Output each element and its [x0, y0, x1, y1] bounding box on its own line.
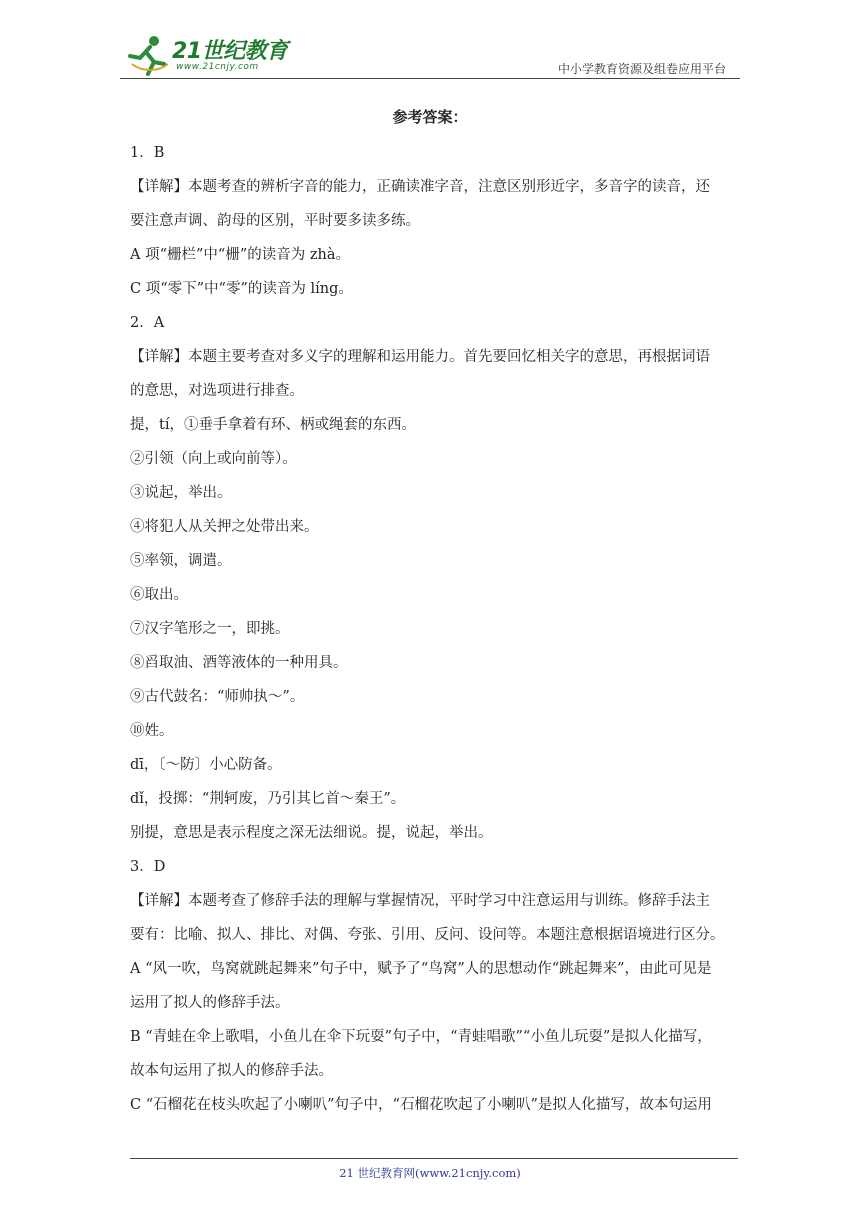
text-line: ⑦汉字笔形之一，即挑。	[130, 621, 290, 637]
text-line: C “石榴花在枝头吹起了小喇叭”句子中，“石榴花吹起了小喇叭”是拟人化描写，故本句运用	[130, 1097, 712, 1113]
text-line: 3．D	[130, 859, 166, 875]
text-line: 要注意声调、韵母的区别，平时要多读多练。	[130, 213, 420, 229]
text-line: B “青蛙在伞上歌唱，小鱼儿在伞下玩耍”句子中，“青蛙唱歌”“小鱼儿玩耍”是拟人化描写，	[130, 1029, 712, 1045]
text-line: dǐ，投掷：“荆轲废，乃引其匕首～秦王”。	[130, 791, 406, 807]
text-line: ⑨古代鼓名：“师帅执～”。	[130, 689, 305, 705]
text-line: 的意思，对选项进行排查。	[130, 383, 304, 399]
text-line: 别提，意思是表示程度之深无法细说。提，说起，举出。	[130, 825, 493, 841]
text-line: 【详解】本题考查了修辞手法的理解与掌握情况，平时学习中注意运用与训练。修辞手法主	[130, 893, 710, 909]
page-title: 参考答案：	[392, 108, 468, 126]
text-line: 提，tí，①垂手拿着有环、柄或绳套的东西。	[130, 417, 416, 433]
logo-url: www.21cnjy.com	[176, 62, 259, 72]
text-line: ⑩姓。	[130, 723, 174, 739]
text-line: ⑤率领，调遣。	[130, 553, 232, 569]
text-line: 【详解】本题主要考查对多义字的理解和运用能力。首先要回忆相关字的意思，再根据词语	[130, 349, 710, 365]
text-line: ④将犯人从关押之处带出来。	[130, 519, 319, 535]
page-header	[120, 28, 740, 80]
text-line: C 项“零下”中“零”的读音为 líng。	[130, 281, 353, 297]
page-footer: 21 世纪教育网(www.21cnjy.com)	[339, 1166, 521, 1180]
logo-text: 21世纪教育	[172, 39, 288, 64]
text-line: 2．A	[130, 315, 165, 331]
answer-lines	[130, 136, 730, 1122]
text-line: ③说起，举出。	[130, 485, 232, 501]
runner-logo-icon	[124, 34, 172, 78]
header-divider	[120, 78, 740, 79]
footer-divider	[130, 1158, 738, 1159]
text-line: A “风一吹，鸟窝就跳起舞来”句子中，赋予了“鸟窝”人的思想动作“跳起舞来”，由此可见是	[130, 961, 712, 977]
text-line: 运用了拟人的修辞手法。	[130, 995, 290, 1011]
text-line: 【详解】本题考查的辨析字音的能力，正确读准字音，注意区别形近字，多音字的读音，还	[130, 179, 710, 195]
text-line: dī，〔～防〕小心防备。	[130, 757, 282, 773]
text-line: 要有：比喻、拟人、排比、对偶、夸张、引用、反问、设问等。本题注意根据语境进行区分。	[130, 927, 725, 943]
platform-name: 中小学教育资源及组卷应用平台	[557, 62, 726, 76]
answer-content	[130, 98, 730, 1122]
text-line: ⑥取出。	[130, 587, 188, 603]
text-line: ②引领（向上或向前等）。	[130, 451, 297, 467]
text-line: 故本句运用了拟人的修辞手法。	[130, 1063, 333, 1079]
text-line: A 项“栅栏”中“栅”的读音为 zhà。	[130, 247, 350, 263]
site-logo	[124, 34, 294, 78]
text-line: 1．B	[130, 145, 165, 161]
text-line: ⑧舀取油、酒等液体的一种用具。	[130, 655, 348, 671]
